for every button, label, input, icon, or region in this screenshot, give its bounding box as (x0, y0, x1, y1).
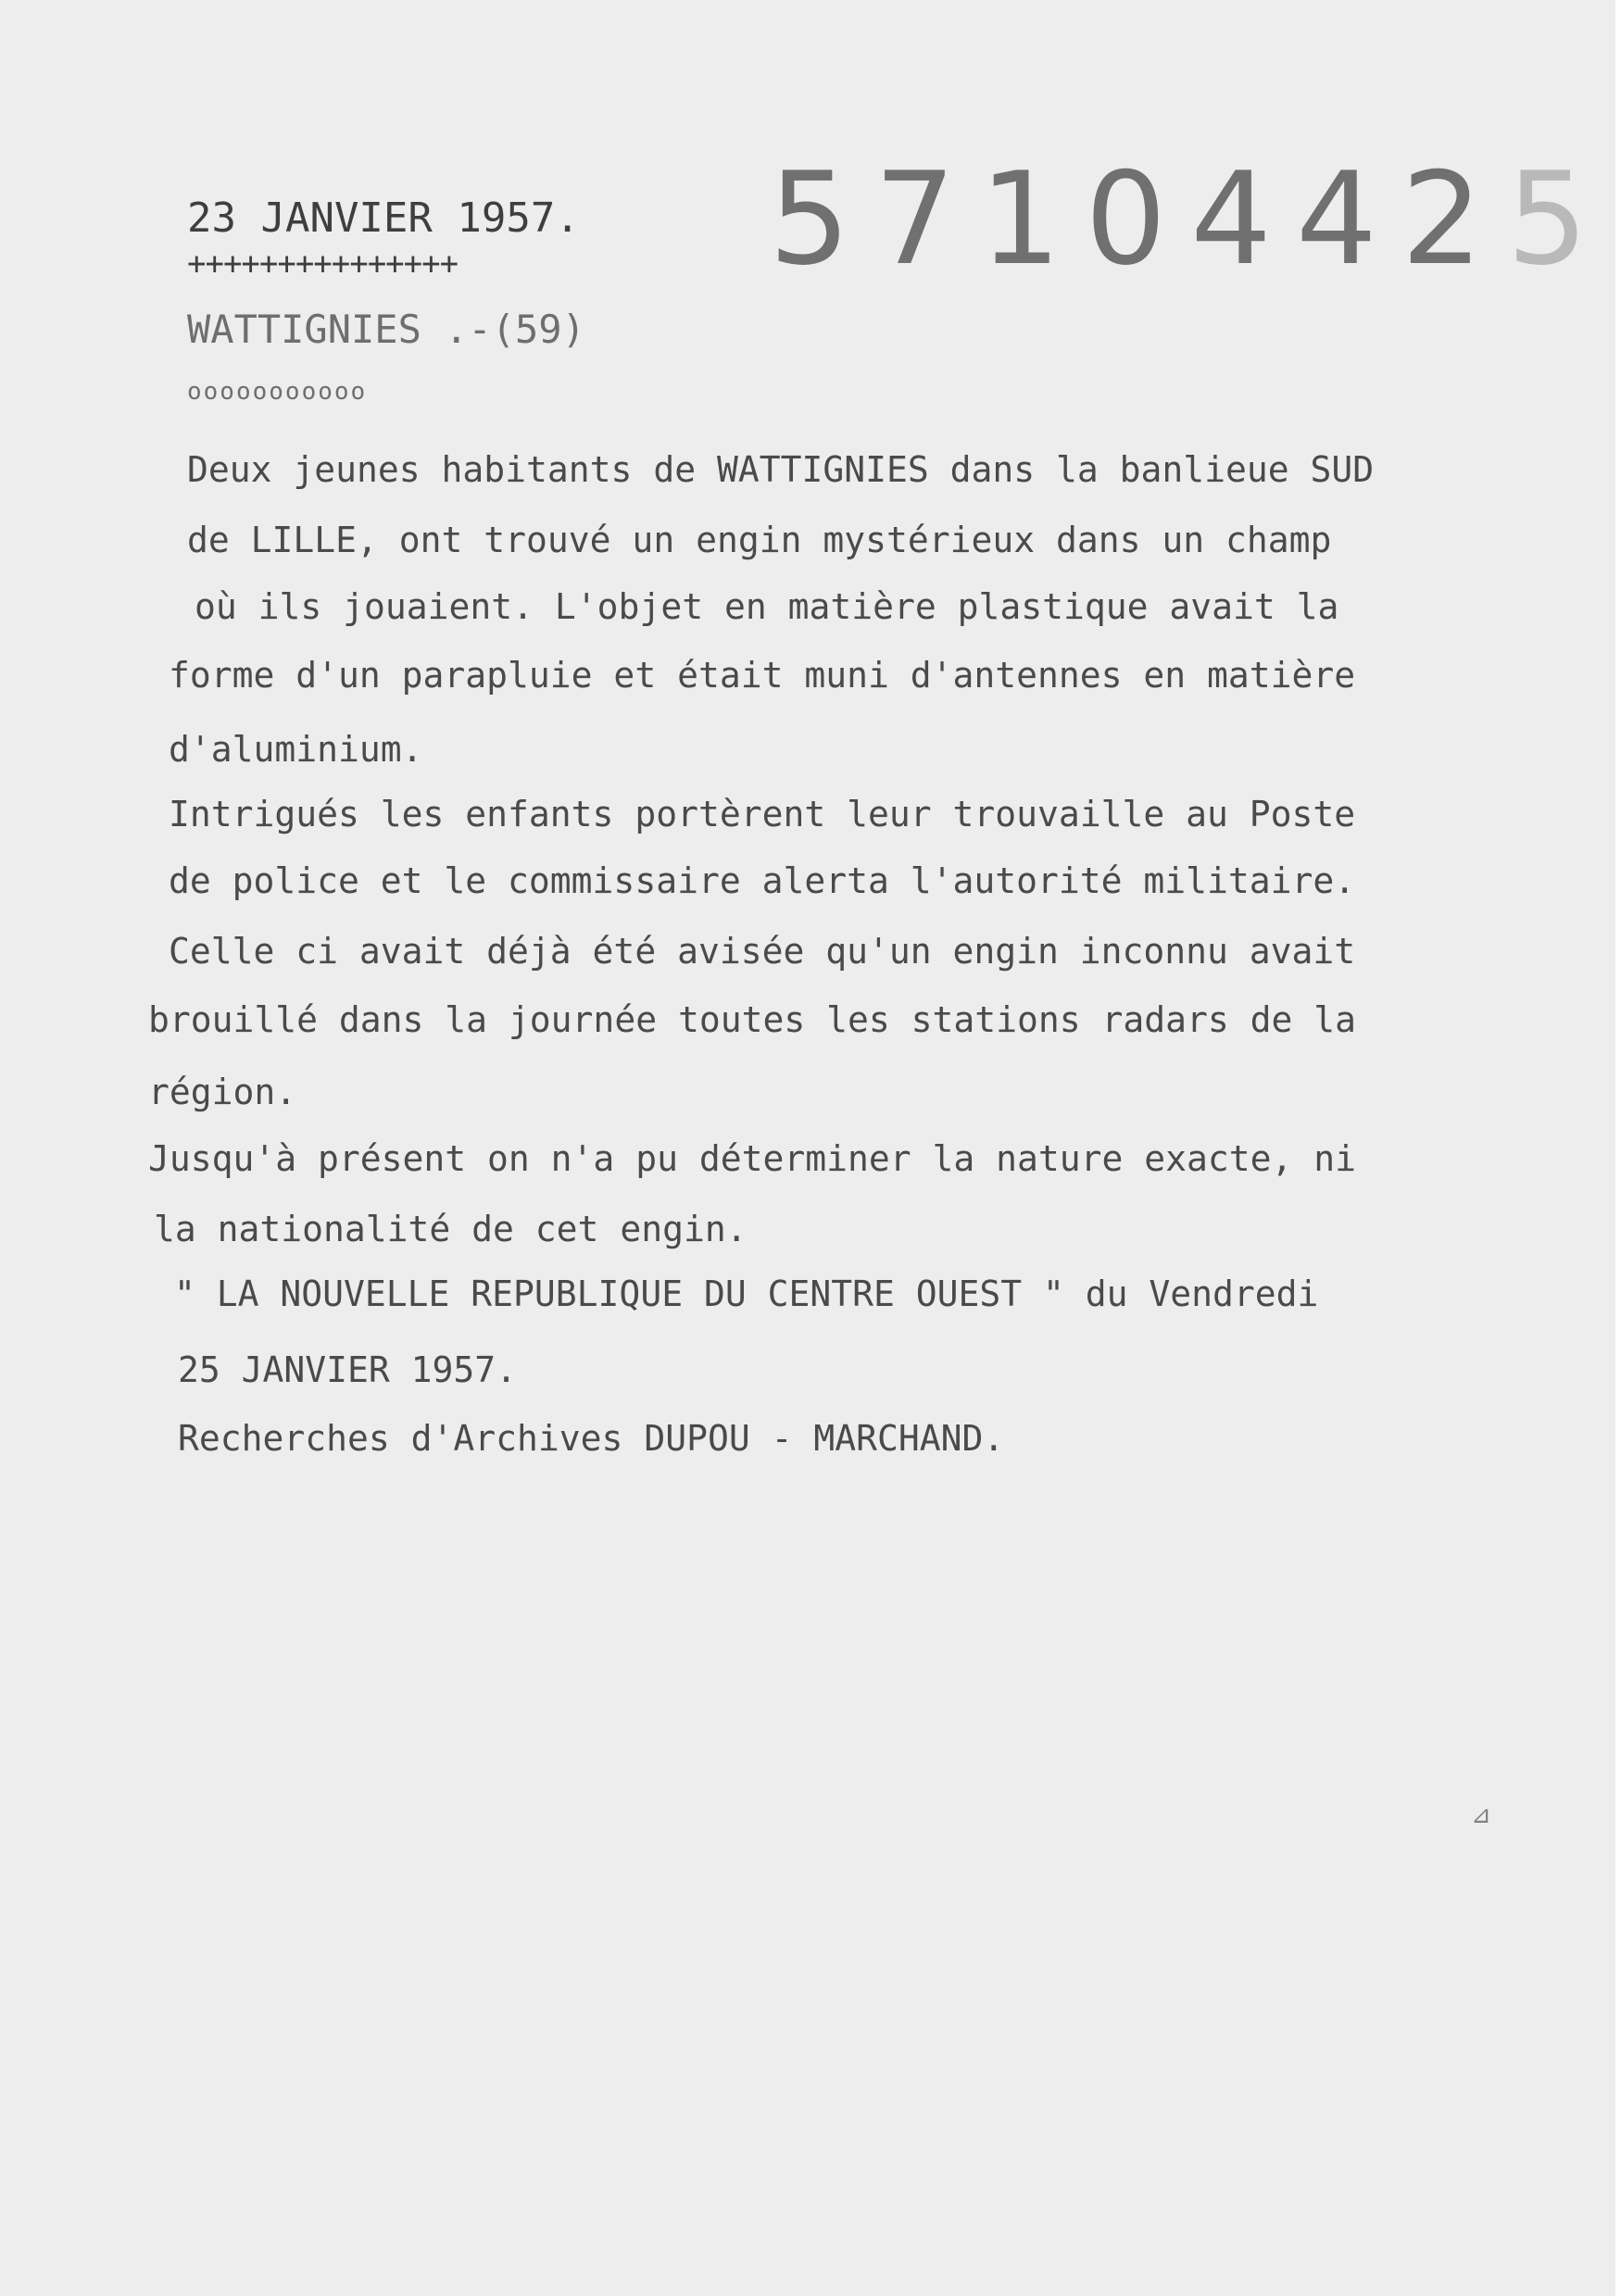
header-date: 23 JANVIER 1957. (187, 194, 580, 242)
body-line: forme d'un parapluie et était muni d'antennes en matière (169, 655, 1356, 696)
body-line: où ils jouaient. L'objet en matière plastique avait la (195, 586, 1339, 627)
stamp-number-faded: 5 (1506, 144, 1613, 294)
body-line: 25 JANVIER 1957. (178, 1349, 518, 1390)
margin-pencil-mark: ⊿ (1471, 1801, 1491, 1829)
body-line: brouillé dans la journée toutes les stations radars de la (148, 999, 1357, 1040)
archive-stamp-number (769, 144, 1613, 294)
body-line: Recherches d'Archives DUPOU - MARCHAND. (178, 1418, 1005, 1459)
body-line: de LILLE, ont trouvé un engin mystérieux dans un champ (187, 520, 1332, 560)
body-line: " LA NOUVELLE REPUBLIQUE DU CENTRE OUEST " du Vendredi (174, 1273, 1319, 1314)
body-line: Celle ci avait déjà été avisée qu'un engin inconnu avait (169, 931, 1356, 972)
stamp-number-main: 5710442 (769, 144, 1507, 294)
body-line: de police et le commissaire alerta l'autorité militaire. (169, 860, 1356, 901)
body-line: Intrigués les enfants portèrent leur trouvaille au Poste (169, 794, 1356, 834)
header-place-rule: ooooooooooo (187, 378, 368, 406)
body-line: région. (148, 1072, 297, 1112)
header-date-rule: +++++++++++++++ (187, 245, 459, 282)
header-place: WATTIGNIES .-(59) (187, 307, 585, 352)
body-line: la nationalité de cet engin. (154, 1209, 748, 1249)
body-line: Deux jeunes habitants de WATTIGNIES dans la banlieue SUD (187, 449, 1375, 490)
body-line: Jusqu'à présent on n'a pu déterminer la nature exacte, ni (148, 1138, 1357, 1179)
body-line: d'aluminium. (169, 729, 423, 770)
